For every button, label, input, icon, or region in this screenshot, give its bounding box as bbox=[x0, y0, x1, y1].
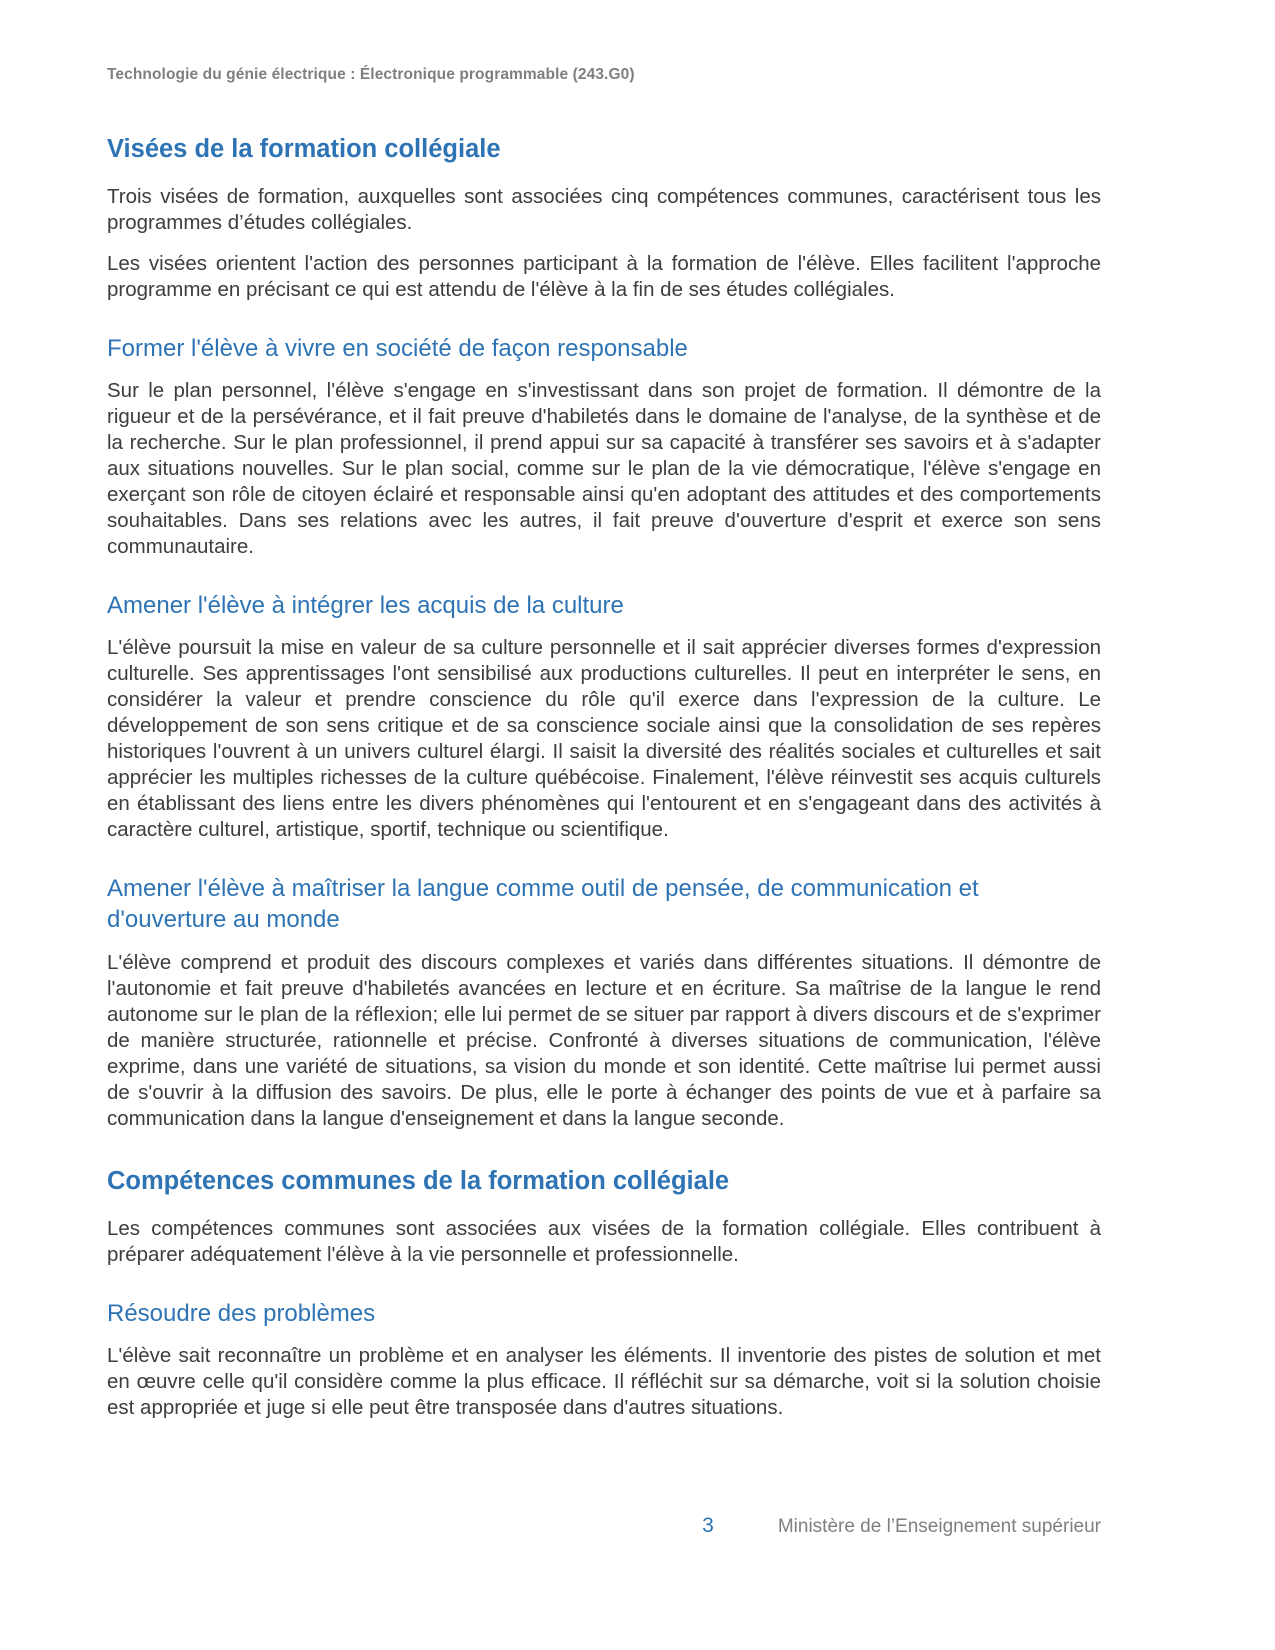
subsection-heading-acquis-culture: Amener l'élève à intégrer les acquis de la culture bbox=[107, 592, 624, 620]
footer-ministry-label: Ministère de l’Enseignement supérieur bbox=[777, 1516, 1101, 1537]
paragraph-intro-1: Trois visées de formation, auxquelles sont associées cinq compétences communes, caractérisent tous les programmes d’études collégiales. bbox=[107, 184, 1101, 234]
page-footer bbox=[702, 1514, 1101, 1538]
subsection-heading-vivre-en-societe: Former l'élève à vivre en société de façon responsable bbox=[107, 334, 688, 362]
paragraph-acquis-culture: L'élève poursuit la mise en valeur de sa culture personnelle et il sait apprécier diverses formes d'expression culturelle. Ses apprentissages l'ont sensibilisé aux productions culturelles. Il peut en interpréter le sens, en considérer la valeur et prendre conscience du rôle qu'il exerce dans l'expression de la culture. Le développement de son sens critique et de sa conscience sociale ainsi que la consolidation de ses repères historiques l'ouvrent à un univers culturel élargi. Il saisit la diversité des réalités sociales et culturelles et sait apprécier les multiples richesses de la culture québécoise. Finalement, l'élève réinvestit ses acquis culturels en établissant des liens entre les divers phénomènes qui l'entourent et en s'engageant dans des activités à caractère culturel, artistique, sportif, technique ou scientifique. bbox=[107, 636, 1101, 842]
section-title-visees: Visées de la formation collégiale bbox=[107, 135, 501, 163]
paragraph-vivre-en-societe: Sur le plan personnel, l'élève s'engage en s'investissant dans son projet de formation. Il démontre de la rigueur et de la persévérance, et il fait preuve d'habiletés dans le domaine de l'analyse, de la synthèse et de la recherche. Sur le plan professionnel, il prend appui sur sa capacité à transférer ses savoirs et à s'adapter aux situations nouvelles. Sur le plan social, comme sur le plan de la vie démocratique, l'élève s'engage en exerçant son rôle de citoyen éclairé et responsable ainsi qu'en adoptant des attitudes et des comportements souhaitables. Dans ses relations avec les autres, il fait preuve d'ouverture d'esprit et exerce son sens communautaire. bbox=[107, 379, 1101, 559]
paragraph-competences-intro: Les compétences communes sont associées aux visées de la formation collégiale. Elles contribuent à préparer adéquatement l'élève à la vie personnelle et professionnelle. bbox=[107, 1216, 1101, 1266]
subsection-heading-resoudre-problemes: Résoudre des problèmes bbox=[107, 1299, 376, 1327]
section-title-competences-communes: Compétences communes de la formation collégiale bbox=[107, 1166, 730, 1195]
running-header: Technologie du génie électrique : Électronique programmable (243.G0) bbox=[107, 66, 635, 83]
page-number: 3 bbox=[702, 1514, 714, 1537]
paragraph-maitriser-langue: L'élève comprend et produit des discours complexes et variés dans différentes situations. Il démontre de l'autonomie et fait preuve d'habiletés avancées en lecture et en écriture. Sa maîtrise de la langue le rend autonome sur le plan de la réflexion; elle lui permet de se situer par rapport à divers discours et de s'exprimer de manière structurée, rationnelle et précise. Confronté à diverses situations de communication, l'élève exprime, dans une variété de situations, sa vision du monde et son identité. Cette maîtrise lui permet aussi de s'ouvrir à la diffusion des savoirs. De plus, elle le porte à échanger des points de vue et à parfaire sa communication dans la langue d'enseignement et dans la langue seconde. bbox=[107, 950, 1101, 1130]
subsection-heading-maitriser-langue: Amener l'élève à maîtriser la langue comme outil de pensée, de communication et d'ouverture au monde bbox=[107, 875, 979, 934]
paragraph-intro-2: Les visées orientent l'action des personnes participant à la formation de l'élève. Elles facilitent l'approche programme en précisant ce qui est attendu de l'élève à la fin de ses études collégiales. bbox=[107, 251, 1101, 301]
paragraph-resoudre-problemes: L'élève sait reconnaître un problème et en analyser les éléments. Il inventorie des pistes de solution et met en œuvre celle qu'il considère comme la plus efficace. Il réfléchit sur sa démarche, voit si la solution choisie est appropriée et juge si elle peut être transposée dans d'autres situations. bbox=[107, 1343, 1101, 1419]
